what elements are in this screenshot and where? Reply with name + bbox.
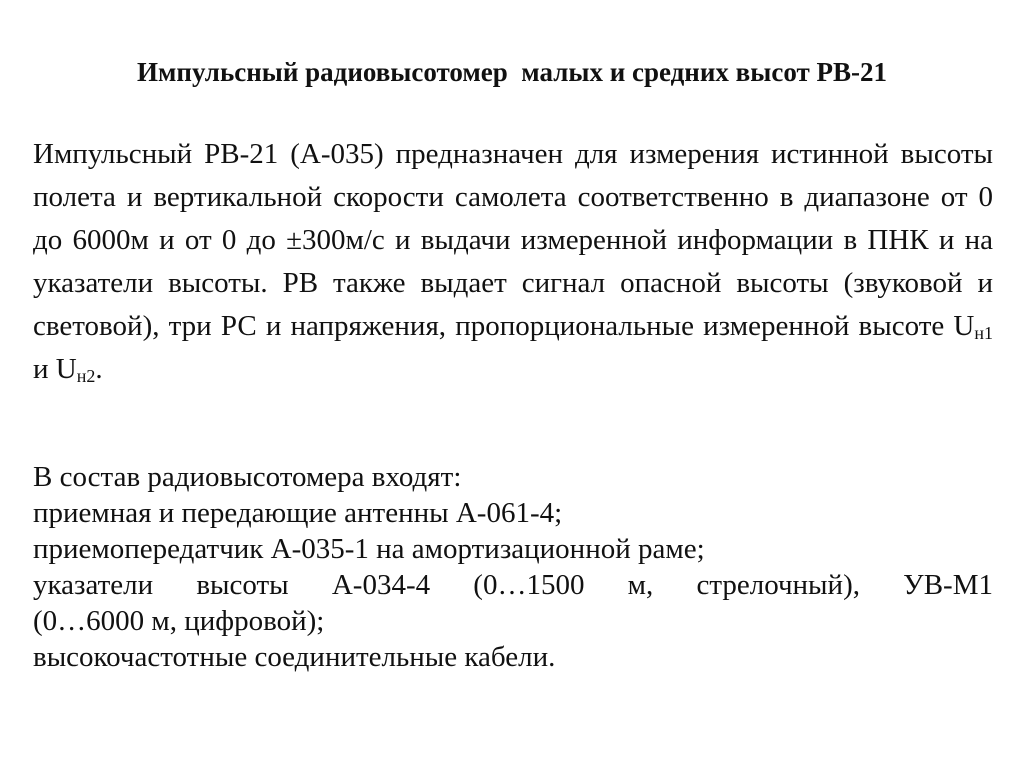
description-paragraph (33, 133, 993, 391)
subscript-h2: н2 (76, 366, 96, 386)
description-join: и U (33, 353, 77, 385)
slide-title: Импульсный радиовысотомер малых и средних высот РВ-21 (137, 57, 887, 87)
description-text: Импульсный РВ-21 (А-035) предназначен для измерения истинной высоты полета и вертикальной скорости самолета соответственно в диапазоне от 0 до 6000м и от 0 до ±300м/с и выдачи измеренной информации в ПНК и на указатели высоты. РВ также выдает сигнал опасной высоты (звуковой и световой), три РС и напряжения, пропорциональные измеренной высоте U (33, 138, 993, 342)
composition-item-indicators: указатели высоты А-034-4 (0…1500 м, стрелочный), УВ-М1 (33, 569, 993, 601)
composition-item-indicators-continued: (0…6000 м, цифровой); (33, 605, 325, 637)
subscript-h1: н1 (974, 323, 993, 343)
composition-item-transceiver: приемопередатчик А-035-1 на амортизационной раме; (33, 533, 705, 565)
composition-heading: В состав радиовысотомера входят: (33, 461, 462, 493)
description-end: . (95, 353, 103, 385)
composition-item-antennas: приемная и передающие антенны А-061-4; (33, 497, 563, 529)
composition-list (33, 459, 993, 675)
composition-item-cables: высокочастотные соединительные кабели. (33, 641, 556, 673)
